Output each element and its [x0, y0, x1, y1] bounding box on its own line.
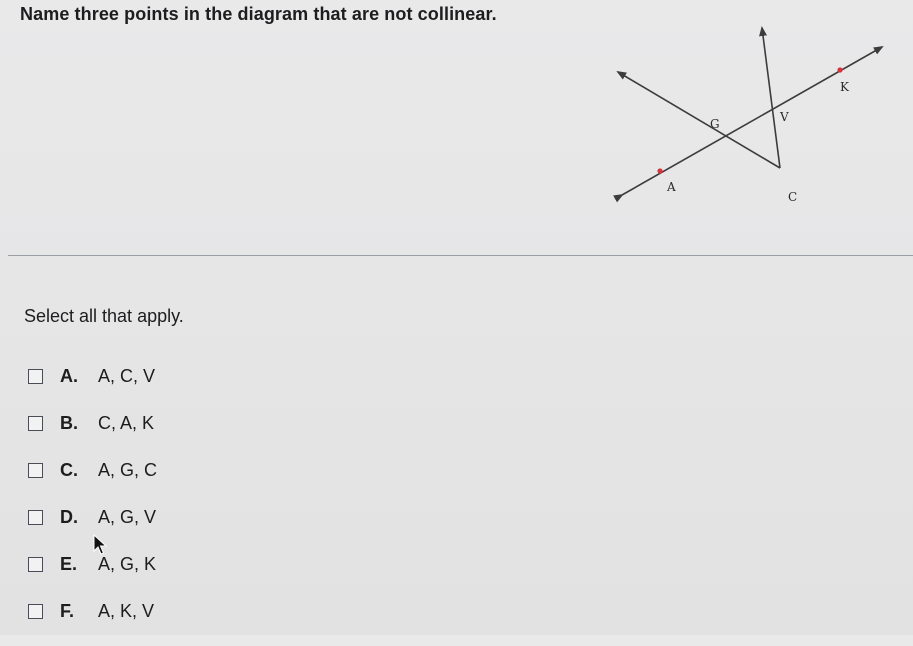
- point-v-label: V: [780, 110, 789, 124]
- point-k-dot: [837, 67, 842, 72]
- point-c-label: C: [788, 190, 798, 204]
- option-a-letter: A.: [60, 365, 78, 386]
- geometry-diagram: [600, 20, 900, 220]
- point-g-label: G: [710, 117, 720, 131]
- option-a[interactable]: [28, 364, 157, 388]
- line-cv: [762, 28, 780, 168]
- option-b-checkbox[interactable]: [28, 416, 43, 431]
- option-f-letter: F.: [60, 600, 75, 621]
- option-b-text: C, A, K: [98, 412, 155, 433]
- option-a-text: A, C, V: [98, 365, 156, 386]
- option-f-text: A, K, V: [98, 600, 155, 621]
- line-gc: [618, 72, 780, 168]
- point-k-label: K: [840, 80, 849, 94]
- option-c-text: A, G, C: [98, 459, 158, 480]
- option-f[interactable]: [28, 599, 157, 623]
- option-c-checkbox[interactable]: [28, 463, 43, 478]
- option-d-letter: D.: [60, 506, 78, 527]
- instruction-text: Select all that apply.: [24, 306, 184, 326]
- section-divider: [8, 255, 913, 256]
- option-c[interactable]: [28, 458, 157, 482]
- option-d[interactable]: [28, 505, 157, 529]
- point-a-dot: [657, 168, 662, 173]
- option-d-checkbox[interactable]: [28, 510, 43, 525]
- option-b-letter: B.: [60, 412, 78, 433]
- option-e-text: A, G, K: [98, 553, 157, 574]
- option-b[interactable]: [28, 411, 157, 435]
- option-e-checkbox[interactable]: [28, 557, 43, 572]
- option-d-text: A, G, V: [98, 506, 157, 527]
- question-text: Name three points in the diagram that are not collinear.: [20, 4, 497, 24]
- option-f-checkbox[interactable]: [28, 604, 43, 619]
- option-a-checkbox[interactable]: [28, 369, 43, 384]
- answer-options: [28, 364, 157, 646]
- option-e-letter: E.: [60, 553, 78, 574]
- mouse-pointer-icon: [93, 534, 107, 556]
- point-a-label: A: [667, 180, 676, 194]
- option-c-letter: C.: [60, 459, 78, 480]
